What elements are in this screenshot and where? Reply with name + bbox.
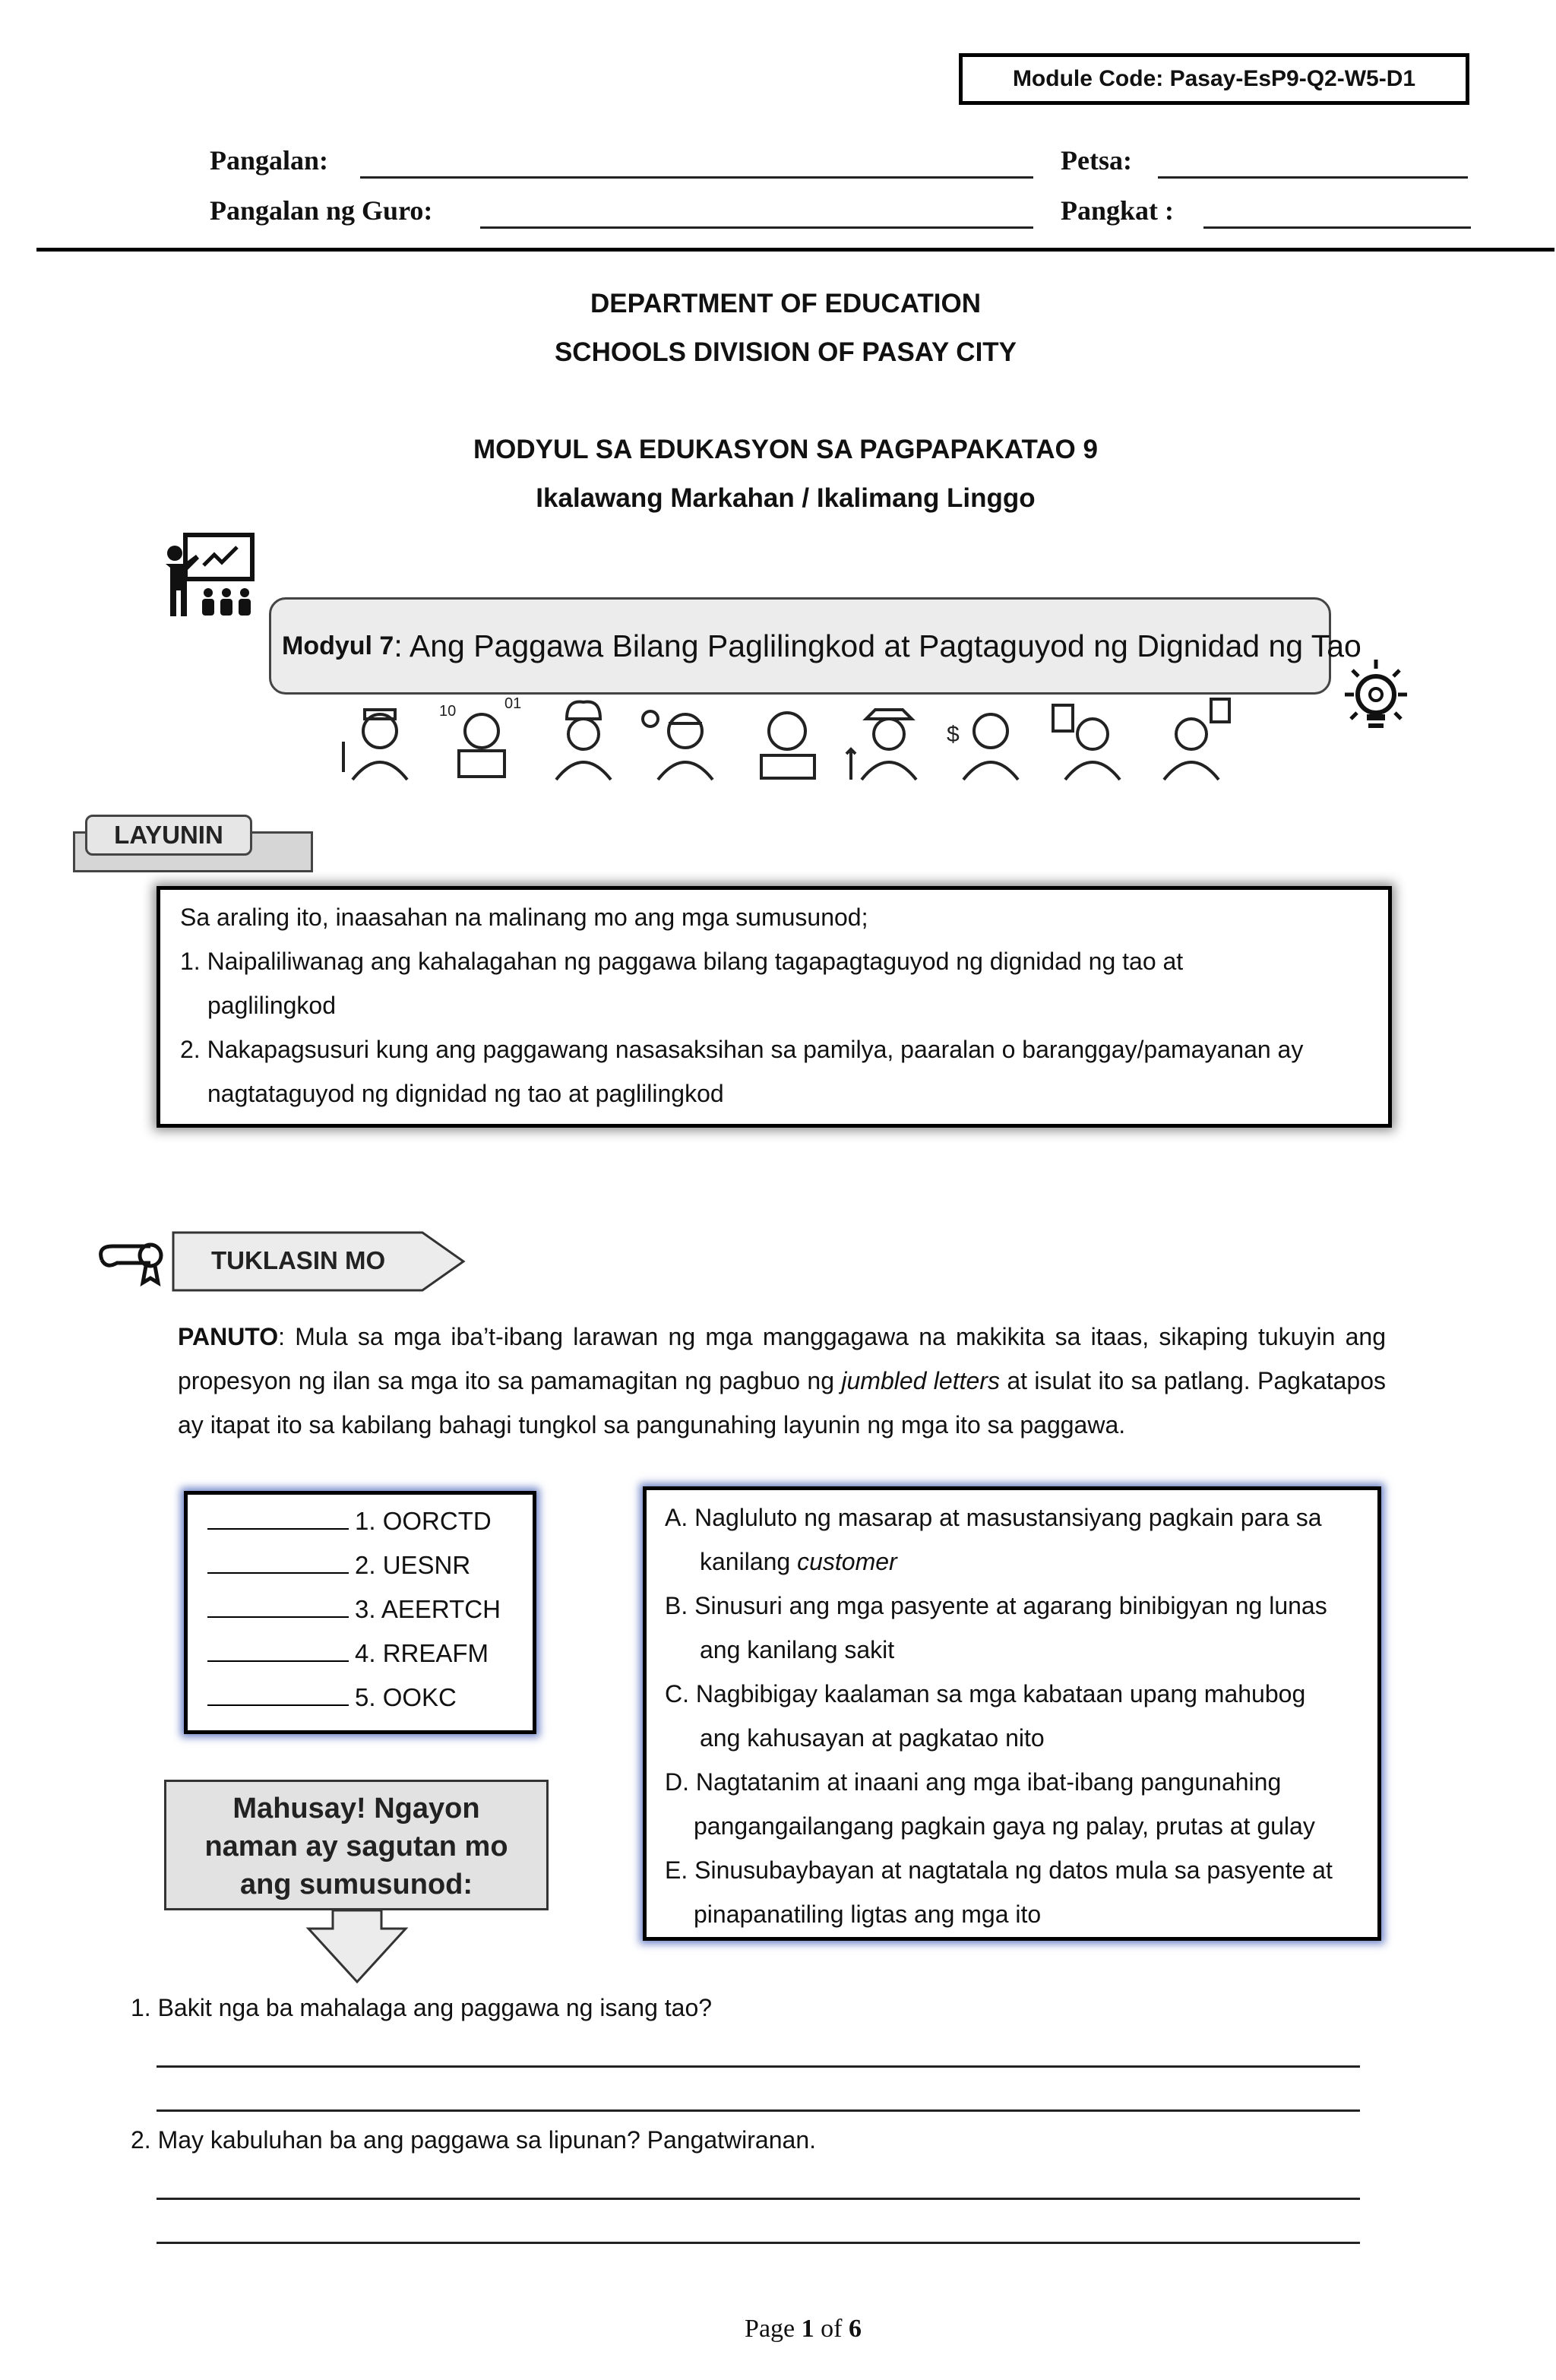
module-title: MODYUL SA EDUKASYON SA PAGPAPAKATAO 9: [473, 435, 1098, 464]
panuto-instructions: [178, 1315, 1386, 1447]
jumbled-item: [207, 1595, 501, 1624]
answer-blank[interactable]: [207, 1616, 349, 1618]
choice-e: E. Sinusubaybayan at nagtatala ng datos mula sa pasyente at: [665, 1856, 1333, 1884]
jumbled-word: 5. OOKC: [355, 1683, 457, 1711]
mahusay-line: ang sumusunod:: [239, 1869, 473, 1901]
date-label: Petsa:: [1061, 145, 1132, 176]
teacher-label: Pangalan ng Guro:: [210, 195, 433, 226]
businessman-icon: [1164, 699, 1229, 780]
teacher-icon: [761, 713, 814, 778]
choices-box: [643, 1486, 1381, 1941]
modyul-title: : Ang Paggawa Bilang Paglilingkod at Pagtaguyod ng Dignidad ng Tao: [394, 628, 1362, 663]
chef-icon: [556, 701, 611, 780]
name-label: Pangalan:: [210, 145, 329, 176]
department-title: DEPARTMENT OF EDUCATION: [590, 289, 981, 318]
objective-2: 2. Nakapagsusuri kung ang paggawang nasasaksihan sa pamilya, paaralan o baranggay/pamayanan ay: [180, 1036, 1304, 1063]
jumbled-item: [207, 1507, 492, 1536]
workers-icons-row: [334, 696, 1231, 784]
programmer-icon: [439, 696, 521, 777]
objectives-box: [157, 886, 1392, 1128]
choice-d: D. Nagtatanim at inaani ang mga ibat-ibang pangunahing: [665, 1768, 1282, 1796]
answer-line[interactable]: [157, 2109, 1360, 2112]
division-title: SCHOOLS DIVISION OF PASAY CITY: [554, 337, 1017, 367]
choice-e-cont: pinapanatiling ligtas ang mga ito: [694, 1901, 1042, 1928]
jumbled-word: 3. AEERTCH: [355, 1595, 501, 1623]
panuto-label: PANUTO: [178, 1323, 279, 1350]
mechanic-icon: [643, 711, 713, 780]
modyul-number: Modyul 7: [282, 631, 394, 660]
answer-blank[interactable]: [207, 1528, 349, 1530]
name-field[interactable]: [360, 176, 1033, 179]
farmer-icon: [846, 710, 916, 780]
choice-b: B. Sinusuri ang mga pasyente at agarang binibigyan ng lunas: [665, 1592, 1327, 1619]
jumbled-word: 1. OORCTD: [355, 1507, 492, 1535]
answer-line[interactable]: [157, 2198, 1360, 2200]
answer-line[interactable]: [157, 2065, 1360, 2068]
jumbled-word: 4. RREAFM: [355, 1639, 489, 1667]
panuto-italic: jumbled letters: [841, 1367, 1000, 1394]
mahusay-callout: [164, 1780, 549, 1910]
layunin-label: LAYUNIN: [85, 815, 252, 856]
lightbulb-icon: [1334, 655, 1418, 743]
svg-text:01: 01: [504, 696, 522, 712]
choice-c-cont: ang kahusayan at pagkatao nito: [700, 1724, 1045, 1752]
panuto-text-2: at isulat ito sa patlang. Pagkatapos ay itapat ito sa kabilang bahagi tungkol sa pangunahing layunin ng mga ito sa paggawa.: [178, 1367, 1387, 1438]
answer-line[interactable]: [157, 2242, 1360, 2244]
panuto-text-1: : Mula sa mga iba’t-ibang larawan ng mga manggagawa na makikita sa itaas, sikaping tukuyin ang propesyon ng ilan sa mga ito sa pamamagitan ng pagbuo ng: [178, 1323, 1386, 1394]
cashier-icon: [947, 714, 1018, 780]
header-divider: [36, 248, 1554, 252]
objective-1-cont: paglilingkod: [207, 992, 337, 1019]
jumbled-item: [207, 1683, 457, 1712]
choice-d-cont: pangangailangang pagkain gaya ng palay, prutas at gulay: [694, 1812, 1315, 1840]
choice-a-cont: kanilang customer: [700, 1548, 897, 1575]
mahusay-line: Mahusay! Ngayon: [232, 1793, 480, 1825]
answer-blank[interactable]: [207, 1660, 349, 1662]
choice-c: C. Nagbibigay kaalaman sa mga kabataan upang mahubog: [665, 1680, 1306, 1707]
jumbled-item: [207, 1551, 470, 1580]
choice-b-cont: ang kanilang sakit: [700, 1636, 895, 1663]
objective-1: 1. Naipaliliwanag ang kahalagahan ng paggawa bilang tagapagtaguyod ng dignidad ng tao at: [180, 948, 1184, 975]
quarter-week-title: Ikalawang Markahan / Ikalimang Linggo: [536, 483, 1036, 513]
section-field[interactable]: [1203, 226, 1471, 229]
doctor-icon: [1053, 705, 1120, 780]
objective-2-cont: nagtataguyod ng dignidad ng tao at paglilingkod: [207, 1080, 724, 1107]
answer-blank[interactable]: [207, 1572, 349, 1574]
teacher-field[interactable]: [480, 226, 1033, 229]
mahusay-line: naman ay sagutan mo: [204, 1831, 508, 1863]
page-number: Page 1 of 6: [745, 2315, 862, 2343]
teacher-board-icon: [161, 532, 260, 620]
scroll-diploma-icon: [96, 1237, 172, 1290]
question-1: 1. Bakit nga ba mahalaga ang paggawa ng isang tao?: [131, 1994, 713, 2021]
nurse-icon: [343, 710, 407, 780]
date-field[interactable]: [1158, 176, 1468, 179]
jumbled-letters-box: [184, 1491, 536, 1734]
objectives-intro: Sa araling ito, inaasahan na malinang mo ang mga sumusunod;: [180, 904, 868, 931]
tuklasin-label: TUKLASIN MO: [211, 1246, 386, 1274]
section-label: Pangkat :: [1061, 195, 1175, 226]
svg-text:$: $: [947, 722, 960, 747]
module-code-box: Module Code: Pasay-EsP9-Q2-W5-D1: [959, 53, 1469, 105]
svg-text:10: 10: [439, 703, 457, 720]
choice-a: A. Nagluluto ng masarap at masustansiyang pagkain para sa: [665, 1504, 1322, 1531]
down-arrow-icon: [301, 1909, 413, 1985]
question-2: 2. May kabuluhan ba ang paggawa sa lipunan? Pangatwiranan.: [131, 2126, 816, 2154]
modyul-banner: [269, 597, 1362, 695]
answer-blank[interactable]: [207, 1704, 349, 1706]
jumbled-word: 2. UESNR: [355, 1551, 471, 1579]
jumbled-item: [207, 1639, 489, 1668]
